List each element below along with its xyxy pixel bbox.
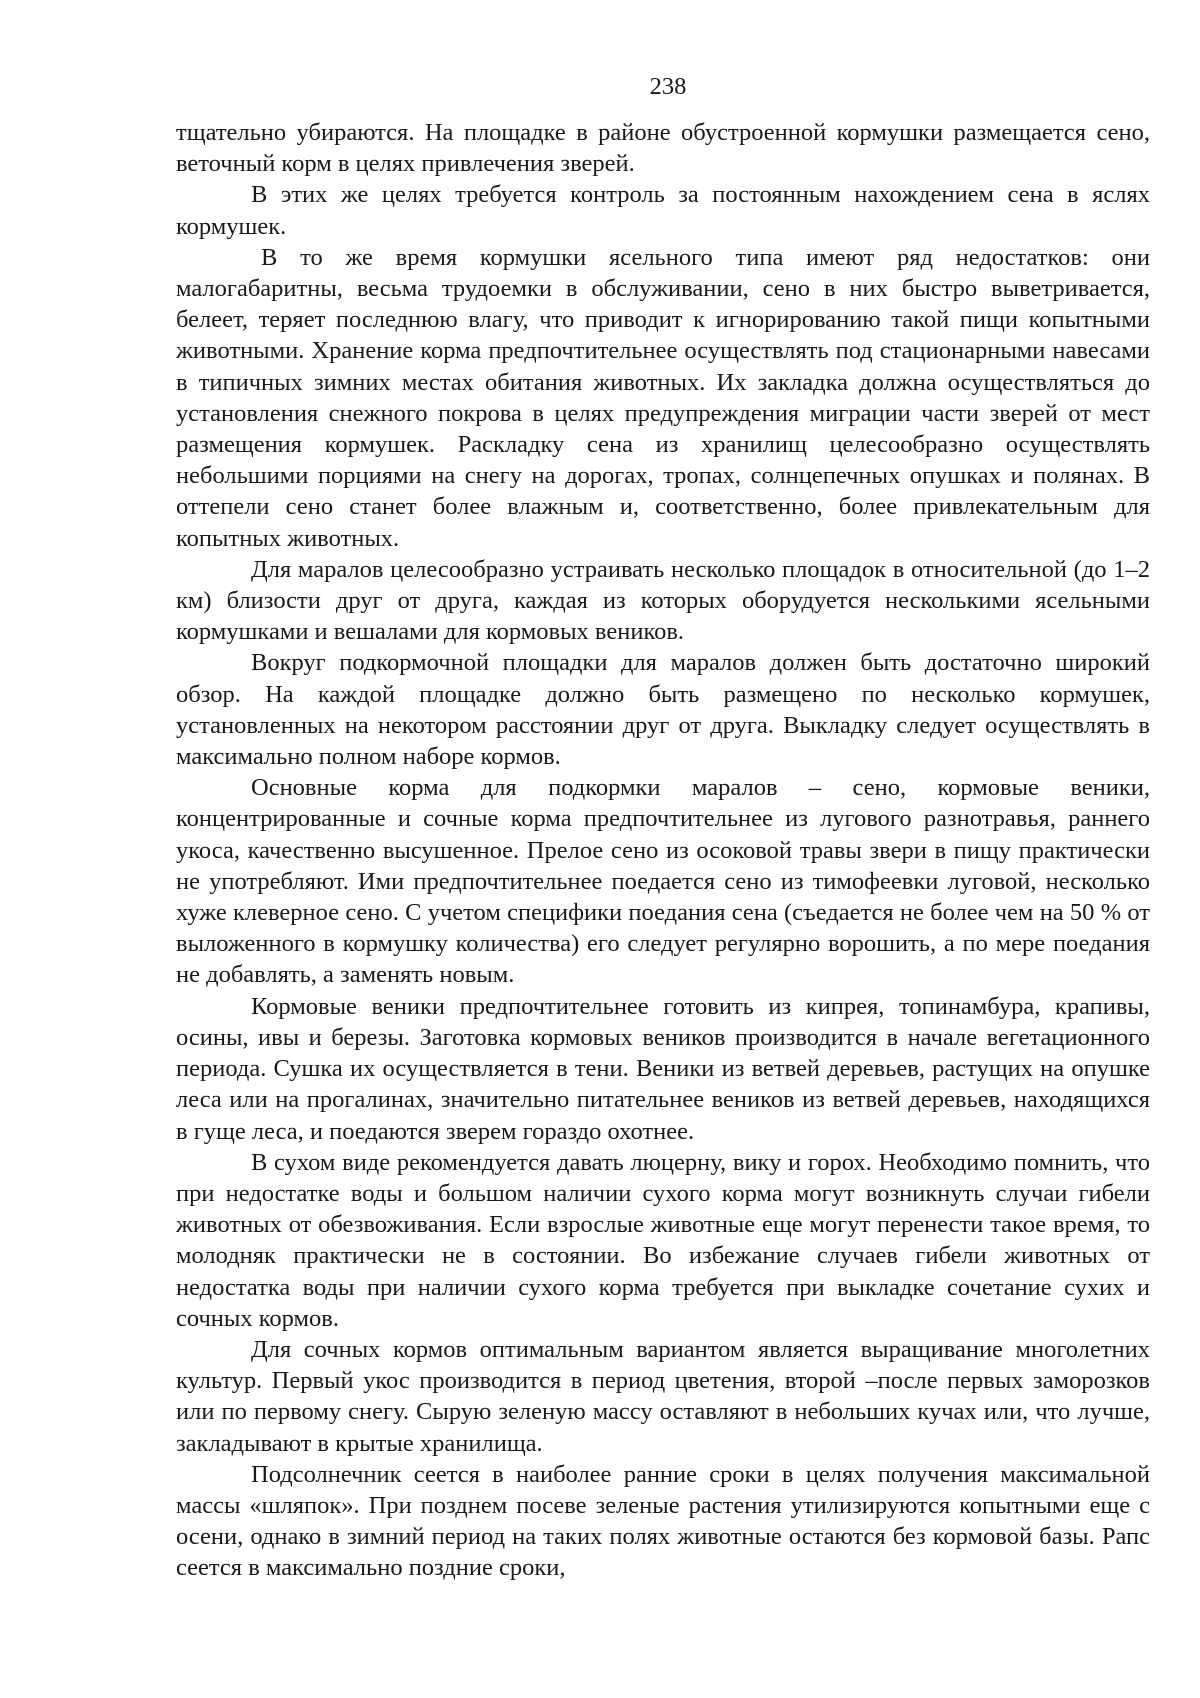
paragraph-hay-control: В этих же целях требуется контроль за постоянным нахождением сена в яслях кормушек. xyxy=(176,181,1150,240)
paragraph-site-overview: Вокруг подкормочной площадки для маралов должен быть достаточно широкий обзор. На каждой площадке должно быть размещено по несколько кормушек, установленных на некотором расстоянии друг от друга. Выкладку следует осуществлять в максимально полном наборе кормов. xyxy=(176,649,1150,771)
paragraph-feeder-drawbacks: В то же время кормушки ясельного типа имеют ряд недостатков: они малогабаритны, весьма трудоемки в обслуживании, сено в них быстро выветривается, белеет, теряет последнюю влагу, что приводит к игнорированию такой пищи копытными животными. Хранение корма предпочтительнее осуществлять под стационарными навесами в типичных зимних местах обитания животных. Их закладка должна осуществляться до установления снежного покрова в целях предупреждения миграции части зверей от мест размещения кормушек. Раскладку сена из хранилищ целесообразно осуществлять небольшими порциями на снегу на дорогах, тропах, солнцепечных опушках и полянах. В оттепели сено станет более влажным и, соответственно, более привлекательным для копытных животных. xyxy=(176,243,1150,552)
page-number: 238 xyxy=(649,73,687,100)
paragraph-main-feeds: Основные корма для подкормки маралов – сено, кормовые веники, концентрированные и сочные корма предпочтительнее из лугового разнотравья, раннего укоса, качественно высушенное. Прелое сено из осоковой травы звери в пищу практически не употребляют. Ими предпочтительнее поедается сено из тимофеевки луговой, несколько хуже клеверное сено. С учетом специфики поедания сена (съедается не более чем на 50 % от выложенного в кормушку количества) его следует регулярно ворошить, а по мере поедания не добавлять, а заменять новым. xyxy=(176,774,1150,989)
body-text xyxy=(176,117,1150,1584)
paragraph-continuation: тщательно убираются. На площадке в районе обустроенной кормушки размещается сено, веточный корм в целях привлечения зверей. xyxy=(176,119,1150,178)
paragraph-dry-feed: В сухом виде рекомендуется давать люцерну, вику и горох. Необходимо помнить, что при недостатке воды и большом наличии сухого корма могут возникнуть случаи гибели животных от обезвоживания. Если взрослые животные еще могут перенести такое время, то молодняк практически не в состоянии. Во избежание случаев гибели животных от недостатка воды при наличии сухого корма требуется при выкладке сочетание сухих и сочных кормов. xyxy=(176,1148,1150,1332)
paragraph-sunflower: Подсолнечник сеется в наиболее ранние сроки в целях получения максимальной массы «шляпок». При позднем посеве зеленые растения утилизируются копытными еще с осени, однако в зимний период на таких полях животные остаются без кормовой базы. Рапс сеется в максимально поздние сроки, xyxy=(176,1460,1150,1582)
paragraph-feed-brooms: Кормовые веники предпочтительнее готовить из кипрея, топинамбура, крапивы, осины, ивы и березы. Заготовка кормовых веников производится в начале вегетационного периода. Сушка их осуществляется в тени. Веники из ветвей деревьев, растущих на опушке леса или на прогалинах, значительно питательнее веников из ветвей деревьев, находящихся в гуще леса, и поедаются зверем гораздо охотнее. xyxy=(176,992,1150,1145)
paragraph-succulent-feed: Для сочных кормов оптимальным вариантом является выращивание многолетних культур. Первый укос производится в период цветения, второй –после первых заморозков или по первому снегу. Сырую зеленую массу оставляют в небольших кучах или, что лучше, закладывают в крытые хранилища. xyxy=(176,1335,1150,1457)
paragraph-maral-sites: Для маралов целесообразно устраивать несколько площадок в относительной (до 1–2 км) близости друг от друга, каждая из которых оборудуется несколькими ясельными кормушками и вешалами для кормовых веников. xyxy=(176,555,1150,646)
